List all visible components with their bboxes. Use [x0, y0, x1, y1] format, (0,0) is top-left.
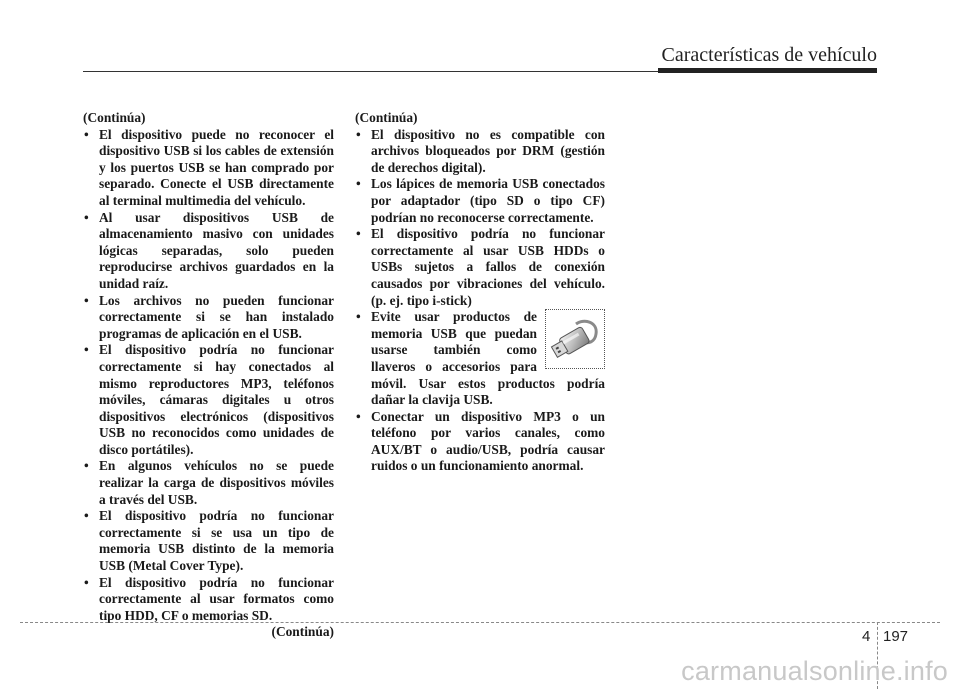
bullet-item: • Al usar dispositivos USB de almacenamiento masivo con unidades lógicas separadas, solo pueden reproducirse archivos guardados en la unidad raíz.: [83, 210, 334, 293]
usb-keychain-icon: [545, 309, 605, 369]
chapter-number: 4: [862, 628, 871, 645]
bullet-item: • El dispositivo podría no funcionar correctamente al usar USB HDDs o USBs sujetos a fallos de conexión causados por vibraciones del vehículo. (p. ej. tipo i-stick): [355, 226, 605, 309]
right-bullet-list: [355, 127, 605, 475]
right-column: [355, 110, 605, 475]
continued-label-bottom: (Continúa): [271, 624, 334, 640]
continued-label: (Continúa): [355, 110, 418, 125]
bullet-item: • Conectar un dispositivo MP3 o un teléfono por varios canales, como AUX/BT o audio/USB, podría causar ruidos o un funcionamiento anormal.: [355, 409, 605, 475]
bullet-item: • El dispositivo podría no funcionar correctamente al usar formatos como tipo HDD, CF o memorias SD.: [83, 575, 334, 625]
watermark: carmanualsonline.info: [681, 656, 948, 686]
left-bullet-list: [83, 127, 334, 625]
bullet-item: • Los archivos no pueden funcionar correctamente si se han instalado programas de aplicación en el USB.: [83, 293, 334, 343]
header-rule-accent: [658, 68, 877, 73]
bullet-item: • El dispositivo puede no reconocer el dispositivo USB si los cables de extensión y los puertos USB se han comprado por separado. Conecte el USB directamente al terminal multimedia del vehículo.: [83, 127, 334, 210]
continued-label: (Continúa): [83, 110, 146, 125]
bullet-item: • El dispositivo podría no funcionar correctamente si hay conectados al mismo reproductores MP3, teléfonos móviles, cámaras digitales u otros dispositivos electrónicos (dispositivos USB no reconocidos como unidades de disco portátiles).: [83, 342, 334, 458]
page-number: 197: [883, 628, 909, 645]
bullet-item: • El dispositivo no es compatible con archivos bloqueados por DRM (gestión de derechos digital).: [355, 127, 605, 177]
header-rule: [83, 71, 660, 72]
bullet-item: • Los lápices de memoria USB conectados por adaptador (tipo SD o tipo CF) podrían no reconocerse correctamente.: [355, 176, 605, 226]
left-column: [83, 110, 334, 641]
bullet-item: • El dispositivo podría no funcionar correctamente si se usa un tipo de memoria USB distinto de la memoria USB (Metal Cover Type).: [83, 508, 334, 574]
bullet-item-with-figure: [355, 309, 605, 409]
bullet-item: • En algunos vehículos no se puede realizar la carga de dispositivos móviles a través del USB.: [83, 458, 334, 508]
section-title: Características de vehículo: [661, 44, 877, 66]
footer-rule: [20, 622, 940, 623]
bullet-text: Evite usar productos de memoria USB que puedan usarse también como llaveros o accesorios para móvil. Usar estos productos podría dañar la clavija USB.: [371, 309, 605, 408]
